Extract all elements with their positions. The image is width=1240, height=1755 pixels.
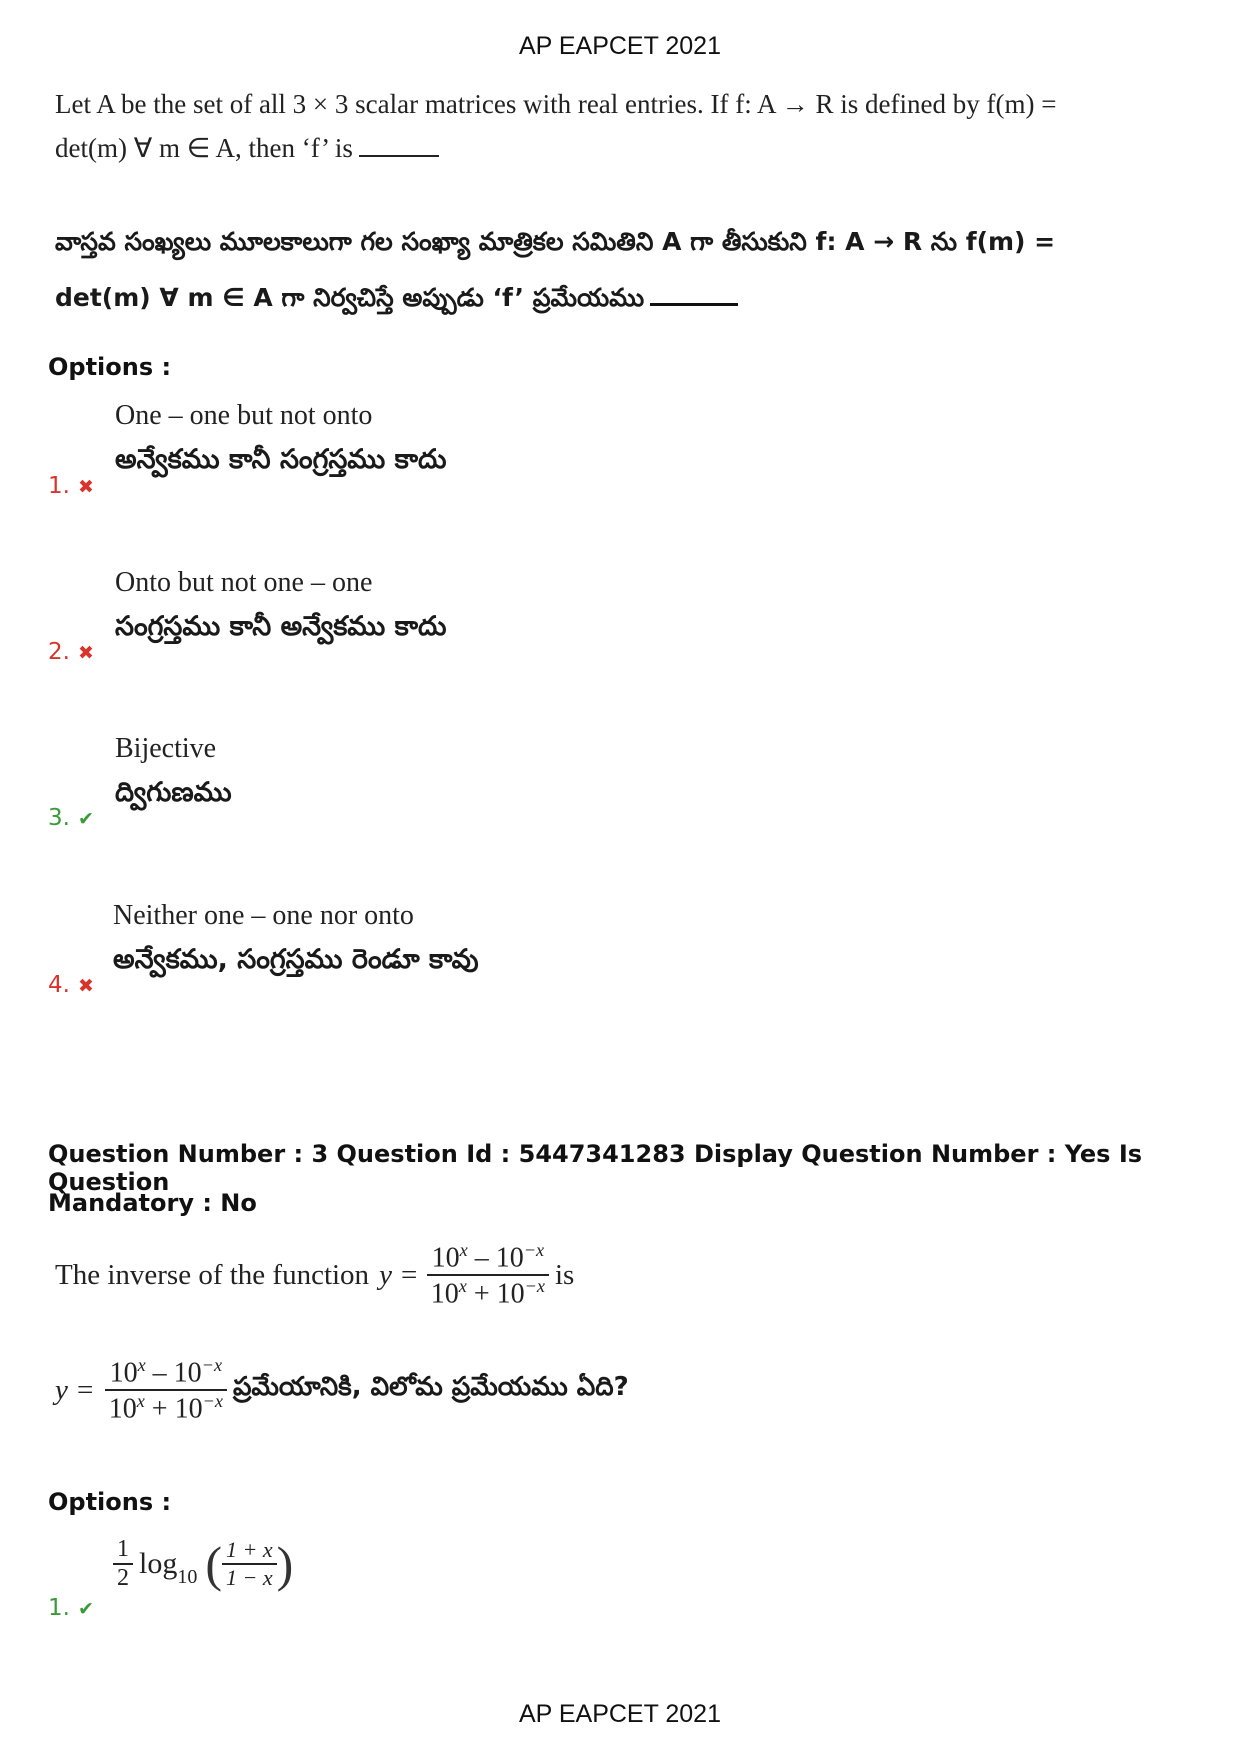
inner-num: 1 + x (222, 1537, 277, 1565)
check-icon: ✔ (77, 808, 94, 830)
right-paren: ) (276, 1536, 294, 1592)
num-base-b: – 10 (467, 1242, 524, 1274)
half-num: 1 (113, 1536, 133, 1565)
fraction-denominator (427, 1276, 549, 1310)
te-den-base-a: 10 (108, 1393, 137, 1425)
te-num-base-a: 10 (109, 1357, 138, 1389)
question3-text-te (55, 1355, 629, 1426)
answer-blank-te (650, 279, 738, 306)
num-exp-a: x (459, 1240, 468, 1260)
den-base-a: 10 (430, 1278, 459, 1310)
option-1-number: 1. (48, 473, 70, 499)
half-den: 2 (117, 1565, 129, 1591)
question-text-te-line1-body: వాస్తవ సంఖ్యలు మూలకాలుగా గల సంఖ్యా మాత్రికల సమితిని A గా తీసుకుని f: A → R ను f(m) = (55, 227, 1056, 256)
te-den-exp-b: −x (202, 1391, 223, 1412)
q3-option-1-number: 1. (48, 1595, 70, 1621)
num-base-a: 10 (431, 1242, 460, 1274)
option-3-text-te: ద్విగుణము (115, 777, 232, 808)
question3-suffix: is (555, 1258, 575, 1291)
half-fraction (113, 1536, 133, 1592)
option-1-text-en: One – one but not onto (115, 400, 373, 431)
question-text-te-line1 (55, 220, 1055, 264)
den-exp-a: x (458, 1276, 467, 1297)
option-1-marker (48, 473, 94, 499)
question3-text-en (55, 1240, 574, 1311)
question-text-en-line2 (55, 126, 439, 170)
question3-fraction (427, 1240, 549, 1311)
option-2-number: 2. (48, 639, 70, 665)
answer-blank (359, 131, 439, 157)
option-4-number: 4. (48, 972, 70, 998)
cross-icon: ✖ (77, 975, 94, 997)
question-text-te-line2-body: det(m) ∀ m ∈ A గా నిర్వచిస్తే అప్పుడు ‘f’ ప్రమేయము (55, 283, 645, 312)
log-text: log (139, 1547, 178, 1580)
inner-fraction (222, 1537, 277, 1591)
te-fraction-denominator (105, 1391, 227, 1425)
fraction-numerator (427, 1240, 549, 1276)
te-num-exp-b: −x (201, 1355, 223, 1375)
q3-option-1-marker (48, 1595, 94, 1621)
question3-prefix: The inverse of the function (55, 1258, 370, 1291)
option-1-text-te: అన్వేకము కానీ సంగ్రస్తము కాదు (115, 444, 447, 475)
option-2-text-te: సంగ్రస్తము కానీ అన్వేకము కాదు (115, 611, 447, 642)
num-exp-b: −x (523, 1240, 545, 1260)
den-base-b: + 10 (466, 1278, 525, 1310)
question-meta-line2: Mandatory : No (48, 1189, 257, 1217)
question3-var: y = (379, 1258, 419, 1291)
option-2-marker (48, 639, 94, 665)
te-num-base-b: – 10 (145, 1357, 202, 1389)
option-4-marker (48, 972, 94, 998)
q3-option-1-formula (113, 1535, 293, 1593)
option-4-text-en: Neither one – one nor onto (113, 900, 414, 931)
page-footer: AP EAPCET 2021 (519, 1700, 721, 1728)
inner-den: 1 − x (226, 1565, 273, 1590)
question3-te-fraction (105, 1355, 227, 1426)
options-label: Options : (48, 353, 172, 381)
question3-te-var: y = (55, 1373, 95, 1406)
te-den-exp-a: x (136, 1391, 145, 1412)
cross-icon: ✖ (77, 642, 94, 664)
option-2-text-en: Onto but not one – one (115, 567, 373, 598)
page-header: AP EAPCET 2021 (519, 32, 721, 60)
te-fraction-numerator (105, 1355, 227, 1391)
cross-icon: ✖ (77, 476, 94, 498)
question-text-en-line1: Let A be the set of all 3 × 3 scalar matrices with real entries. If f: A → R is defined by f(m) = (55, 89, 1057, 119)
options-label-q3: Options : (48, 1488, 172, 1516)
check-icon: ✔ (77, 1598, 94, 1620)
option-3-text-en: Bijective (115, 733, 217, 764)
den-exp-b: −x (524, 1276, 545, 1297)
left-paren: ( (205, 1536, 222, 1592)
question-meta-line1: Question Number : 3 Question Id : 5447341283 Display Question Number : Yes Is Question (48, 1140, 1143, 1196)
te-den-base-b: + 10 (144, 1393, 203, 1425)
te-num-exp-a: x (137, 1355, 146, 1375)
log-base: 10 (177, 1566, 198, 1588)
option-3-number: 3. (48, 805, 70, 831)
question-text-te-line2 (55, 276, 738, 320)
question3-te-suffix: ప్రమేయానికి, విలోమ ప్రమేయము ఏది? (232, 1372, 629, 1403)
option-3-marker (48, 805, 94, 831)
question-text-en-line2-body: det(m) ∀ m ∈ A, then ‘f’ is (55, 133, 353, 163)
option-4-text-te: అన్వేకము, సంగ్రస్తము రెండూ కావు (113, 944, 479, 975)
